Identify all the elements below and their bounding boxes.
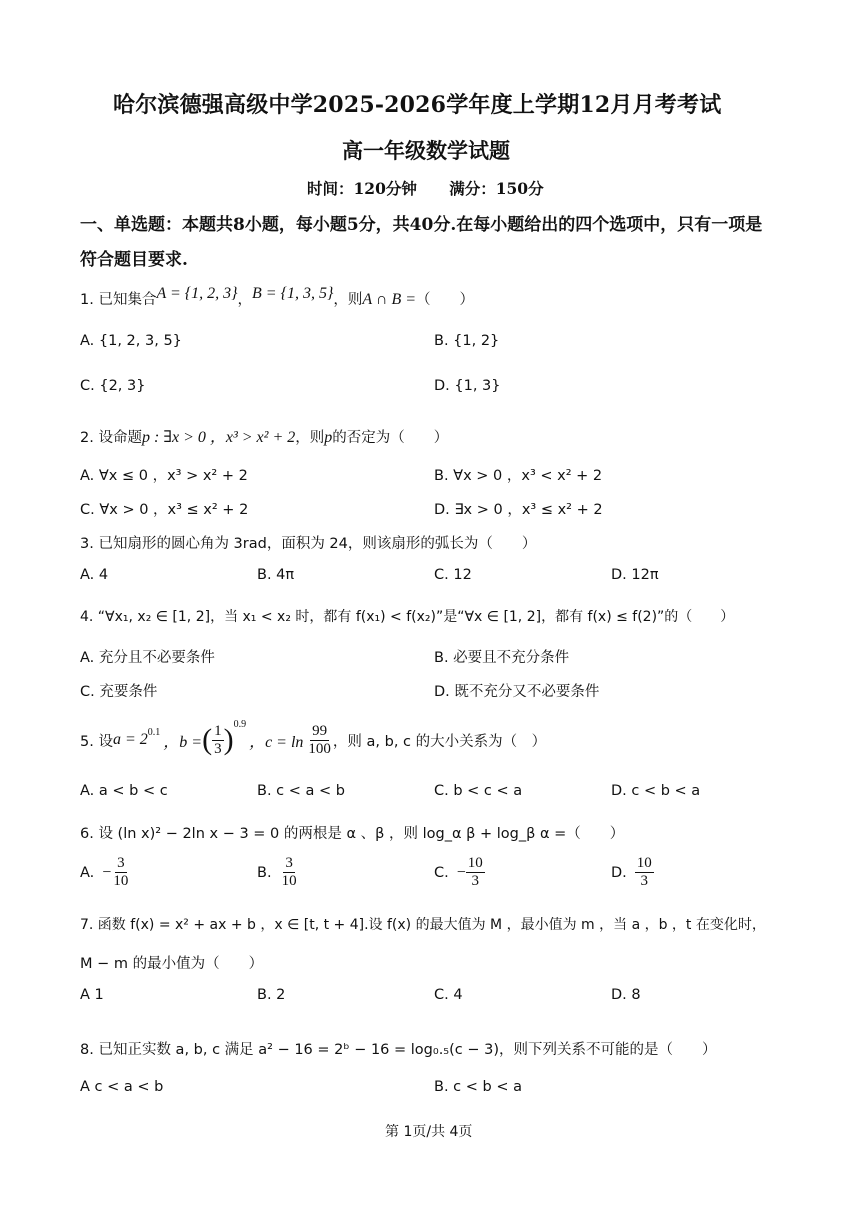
- q6-a-num: 3: [117, 855, 125, 871]
- q5-b-exp: 0.9: [233, 718, 247, 730]
- q6-option-a[interactable]: [80, 856, 130, 889]
- q5-b-den: 3: [214, 740, 222, 757]
- q6-b-num: 3: [285, 855, 293, 871]
- q1-option-d[interactable]: D. {1, 3}: [434, 378, 501, 394]
- q6-a-label: A.: [80, 864, 95, 881]
- q6-c-sign: −: [456, 863, 466, 881]
- q3-option-c[interactable]: C. 12: [434, 567, 472, 583]
- exam-title: 哈尔滨德强高级中学2025-2026学年度上学期12月月考考试: [113, 92, 722, 118]
- q5-rparen: ): [223, 723, 234, 756]
- q5-suffix: ，则 a, b, c 的大小关系为（ ）: [332, 733, 547, 750]
- q6-c-fraction: [466, 856, 485, 889]
- q5-b-num: 1: [214, 722, 222, 739]
- q1-option-b[interactable]: B. {1, 2}: [434, 333, 500, 349]
- q5-a-exp: 0.1: [147, 726, 161, 738]
- q5-c-fraction: [306, 724, 333, 757]
- q5-option-d[interactable]: D. c < b < a: [611, 783, 701, 799]
- q1-expr: A ∩ B =: [362, 291, 417, 308]
- q1-option-c[interactable]: C. {2, 3}: [80, 378, 146, 394]
- q7-option-c[interactable]: C. 4: [434, 987, 463, 1003]
- question-8-stem: 8. 已知正实数 a, b, c 满足 a² − 16 = 2ᵇ − 16 = log₀.₅(c − 3)，则下列关系不可能的是（ ）: [80, 1042, 717, 1058]
- q1-paren: （ ）: [416, 292, 475, 308]
- q5-a-expr: a = 2: [112, 731, 148, 748]
- q6-a-den: 10: [113, 873, 129, 889]
- q5-prefix: 5. 设: [80, 733, 113, 750]
- q1-sep: ，: [237, 292, 253, 308]
- q6-c-label: C.: [434, 864, 449, 881]
- q1-suffix: ，则: [333, 292, 363, 308]
- q5-lparen: (: [202, 723, 213, 756]
- q4-option-a[interactable]: A. 充分且不必要条件: [80, 650, 215, 666]
- q1-set-a: A = {1, 2, 3}: [156, 285, 238, 302]
- q6-b-fraction: [280, 856, 299, 889]
- q5-option-b[interactable]: B. c < a < b: [257, 783, 345, 799]
- q1-prefix: 1. 已知集合: [80, 292, 157, 308]
- q6-d-fraction: [635, 856, 654, 889]
- q6-b-label: B.: [257, 864, 272, 881]
- q7-option-a[interactable]: A 1: [80, 987, 104, 1003]
- q2-prop: p : ∃x > 0 ，x³ > x² + 2: [141, 429, 296, 446]
- question-3-stem: 3. 已知扇形的圆心角为 3rad，面积为 24，则该扇形的弧长为（ ）: [80, 536, 537, 552]
- q5-c-num: 99: [312, 722, 328, 739]
- q6-a-fraction: [111, 856, 130, 889]
- q5-c-den: 100: [308, 740, 331, 757]
- question-7-stem-line1: 7. 函数 f(x) = x² + ax + b ，x ∈ [t, t + 4].设 f(x) 的最大值为 M ，最小值为 m ，当 a ，b ，t 在变化时，: [80, 917, 766, 933]
- time-score-info: 时间：120分钟 满分：150分: [307, 179, 544, 198]
- q6-option-c[interactable]: [434, 856, 485, 889]
- q2-option-c[interactable]: C. ∀x > 0 ，x³ ≤ x² + 2: [80, 502, 249, 518]
- q2-p: p: [324, 429, 333, 446]
- q6-d-num: 10: [636, 855, 652, 871]
- section-heading-line1: 一、单选题：本题共8小题，每小题5分，共40分.在每小题给出的四个选项中，只有一项是: [80, 215, 763, 235]
- q2-mid: ，则: [295, 430, 325, 446]
- q6-c-den: 3: [471, 873, 480, 889]
- q2-prefix: 2. 设命题: [80, 430, 142, 446]
- q3-option-b[interactable]: B. 4π: [257, 567, 295, 583]
- q6-d-den: 3: [640, 873, 649, 889]
- q3-option-d[interactable]: D. 12π: [611, 567, 659, 583]
- q5-option-c[interactable]: C. b < c < a: [434, 783, 523, 799]
- question-6-stem: 6. 设 (ln x)² − 2ln x − 3 = 0 的两根是 α 、β ，则 log_α β + log_β α =（ ）: [80, 826, 625, 842]
- q2-option-d[interactable]: D. ∃x > 0 ，x³ ≤ x² + 2: [434, 502, 603, 518]
- q4-option-d[interactable]: D. 既不充分又不必要条件: [434, 684, 600, 700]
- q1-option-a[interactable]: A. {1, 2, 3, 5}: [80, 333, 182, 349]
- q6-option-b[interactable]: [257, 856, 299, 889]
- q3-option-a[interactable]: A. 4: [80, 567, 109, 583]
- q6-b-den: 10: [281, 873, 297, 889]
- q5-b-expr: ，b =: [163, 733, 203, 751]
- q8-option-a[interactable]: A c < a < b: [80, 1079, 164, 1095]
- q6-a-sign: −: [102, 863, 112, 881]
- q7-option-b[interactable]: B. 2: [257, 987, 286, 1003]
- q4-option-b[interactable]: B. 必要且不充分条件: [434, 650, 570, 666]
- q2-suffix: 的否定为（ ）: [332, 430, 449, 446]
- q1-set-b: B = {1, 3, 5}: [252, 285, 334, 302]
- page-number: 第 1页/共 4页: [385, 1124, 473, 1140]
- q7-option-d[interactable]: D. 8: [611, 987, 641, 1003]
- question-4-stem: 4. “∀x₁, x₂ ∈ [1, 2]，当 x₁ < x₂ 时，都有 f(x₁) < f(x₂)”是“∀x ∈ [1, 2]，都有 f(x) ≤ f(2)”的（ ）: [80, 609, 735, 625]
- question-5-stem: [80, 716, 546, 764]
- q6-d-label: D.: [611, 864, 627, 881]
- exam-subtitle: 高一年级数学试题: [342, 138, 510, 163]
- q8-option-b[interactable]: B. c < b < a: [434, 1079, 522, 1095]
- q6-c-num: 10: [467, 855, 483, 871]
- question-7-stem-line2: M − m 的最小值为（ ）: [80, 956, 264, 972]
- q5-b-fraction: [212, 724, 224, 757]
- q2-option-b[interactable]: B. ∀x > 0 ，x³ < x² + 2: [434, 468, 603, 484]
- question-1-stem: [80, 285, 475, 309]
- q5-c-expr: ，c = ln: [249, 733, 304, 751]
- section-heading-line2: 符合题目要求.: [80, 250, 188, 270]
- question-2-stem: [80, 424, 448, 447]
- q4-option-c[interactable]: C. 充要条件: [80, 684, 158, 700]
- q5-option-a[interactable]: A. a < b < c: [80, 783, 168, 799]
- q6-option-d[interactable]: [611, 856, 654, 889]
- q2-option-a[interactable]: A. ∀x ≤ 0 ，x³ > x² + 2: [80, 468, 248, 484]
